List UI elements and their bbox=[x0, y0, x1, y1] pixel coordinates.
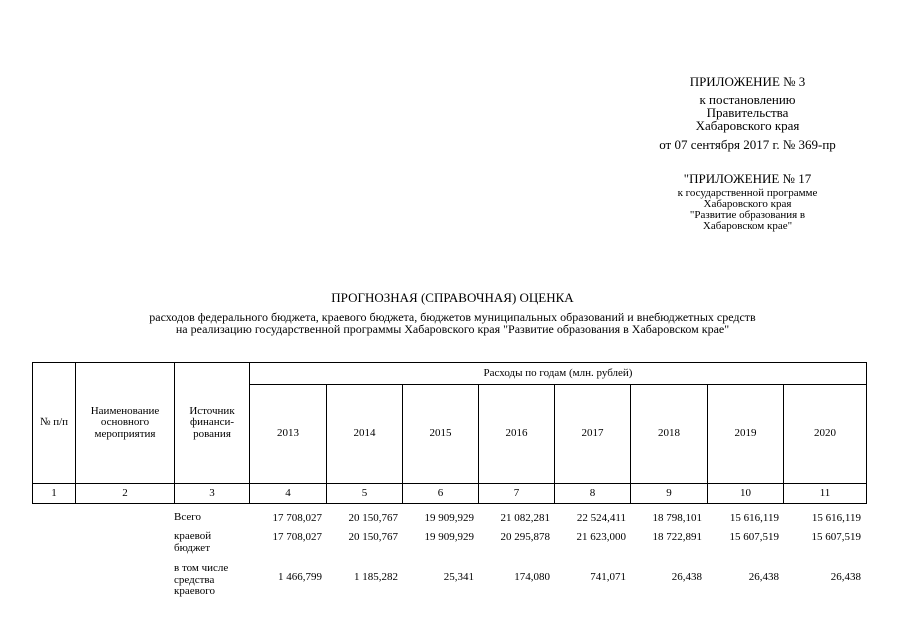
year-header: 2019 bbox=[708, 385, 784, 484]
column-number: 8 bbox=[555, 484, 631, 504]
row-value: 20 150,767 bbox=[348, 531, 398, 543]
document-subtitle bbox=[0, 311, 905, 335]
subtitle-line2: на реализацию государственной программы Хабаровского края "Развитие образования в Хабаровском крае" bbox=[175, 322, 730, 336]
year-header: 2013 bbox=[250, 385, 327, 484]
appendix-program-number: "ПРИЛОЖЕНИЕ № 17 bbox=[683, 171, 812, 186]
row-value: 21 623,000 bbox=[576, 531, 626, 543]
row-value: 21 082,281 bbox=[500, 512, 550, 524]
row-source: краевой бюджет bbox=[174, 530, 212, 554]
year-header: 2016 bbox=[479, 385, 555, 484]
col-years-header: Расходы по годам (млн. рублей) bbox=[250, 363, 867, 385]
appendix-program-line3: "Развитие образования в bbox=[689, 209, 806, 221]
col-name-header: Наименование основного мероприятия bbox=[76, 363, 175, 484]
row-value: 15 607,519 bbox=[811, 531, 861, 543]
appendix-main-line1: к постановлению bbox=[699, 92, 796, 107]
row-value: 25,341 bbox=[443, 571, 474, 583]
row-value: 1 185,282 bbox=[354, 571, 398, 583]
table-row bbox=[32, 512, 867, 531]
appendix-program bbox=[620, 172, 875, 232]
column-number: 11 bbox=[784, 484, 867, 504]
row-value: 17 708,027 bbox=[272, 531, 322, 543]
year-header: 2014 bbox=[327, 385, 403, 484]
row-source: Всего bbox=[174, 511, 201, 523]
row-value: 22 524,411 bbox=[576, 512, 626, 524]
year-header: 2020 bbox=[784, 385, 867, 484]
expenses-table-header bbox=[32, 362, 867, 504]
row-value: 174,080 bbox=[514, 571, 550, 583]
appendix-program-line4: Хабаровском крае" bbox=[702, 220, 793, 232]
document-title: ПРОГНОЗНАЯ (СПРАВОЧНАЯ) ОЦЕНКА bbox=[331, 290, 574, 305]
row-value: 19 909,929 bbox=[424, 512, 474, 524]
year-header: 2018 bbox=[631, 385, 708, 484]
row-source: в том числе средства краевого bbox=[174, 562, 229, 598]
row-value: 15 616,119 bbox=[729, 512, 779, 524]
column-number: 3 bbox=[175, 484, 250, 504]
col-number-header: № п/п bbox=[33, 363, 76, 484]
column-number: 4 bbox=[250, 484, 327, 504]
appendix-main-number: ПРИЛОЖЕНИЕ № 3 bbox=[689, 74, 806, 89]
year-header: 2017 bbox=[555, 385, 631, 484]
row-value: 15 616,119 bbox=[811, 512, 861, 524]
appendix-program-line1: к государственной программе bbox=[677, 187, 818, 199]
column-number: 10 bbox=[708, 484, 784, 504]
column-number: 9 bbox=[631, 484, 708, 504]
column-number: 6 bbox=[403, 484, 479, 504]
row-value: 20 295,878 bbox=[500, 531, 550, 543]
row-value: 15 607,519 bbox=[729, 531, 779, 543]
row-value: 18 722,891 bbox=[652, 531, 702, 543]
col-source-header: Источник финанси-рования bbox=[175, 363, 250, 484]
table-row bbox=[32, 531, 867, 563]
row-value: 26,438 bbox=[830, 571, 861, 583]
row-value: 1 466,799 bbox=[278, 571, 322, 583]
column-number: 7 bbox=[479, 484, 555, 504]
row-value: 19 909,929 bbox=[424, 531, 474, 543]
column-number: 1 bbox=[33, 484, 76, 504]
row-value: 18 798,101 bbox=[652, 512, 702, 524]
table-row bbox=[32, 563, 867, 613]
column-number: 2 bbox=[76, 484, 175, 504]
appendix-main bbox=[620, 75, 875, 156]
row-value: 20 150,767 bbox=[348, 512, 398, 524]
appendix-program-line2: Хабаровского края bbox=[703, 198, 792, 210]
appendix-main-line2: Правительства bbox=[706, 105, 789, 120]
row-value: 741,071 bbox=[590, 571, 626, 583]
row-value: 26,438 bbox=[671, 571, 702, 583]
subtitle-line1: расходов федерального бюджета, краевого бюджета, бюджетов муниципальных образований и внебюджетных средств bbox=[149, 310, 756, 324]
column-number: 5 bbox=[327, 484, 403, 504]
appendix-main-line3: Хабаровского края bbox=[695, 118, 800, 133]
expenses-table-body bbox=[32, 512, 867, 613]
year-header: 2015 bbox=[403, 385, 479, 484]
row-value: 26,438 bbox=[748, 571, 779, 583]
appendix-main-line4: от 07 сентября 2017 г. № 369-пр bbox=[659, 137, 836, 152]
row-value: 17 708,027 bbox=[272, 512, 322, 524]
